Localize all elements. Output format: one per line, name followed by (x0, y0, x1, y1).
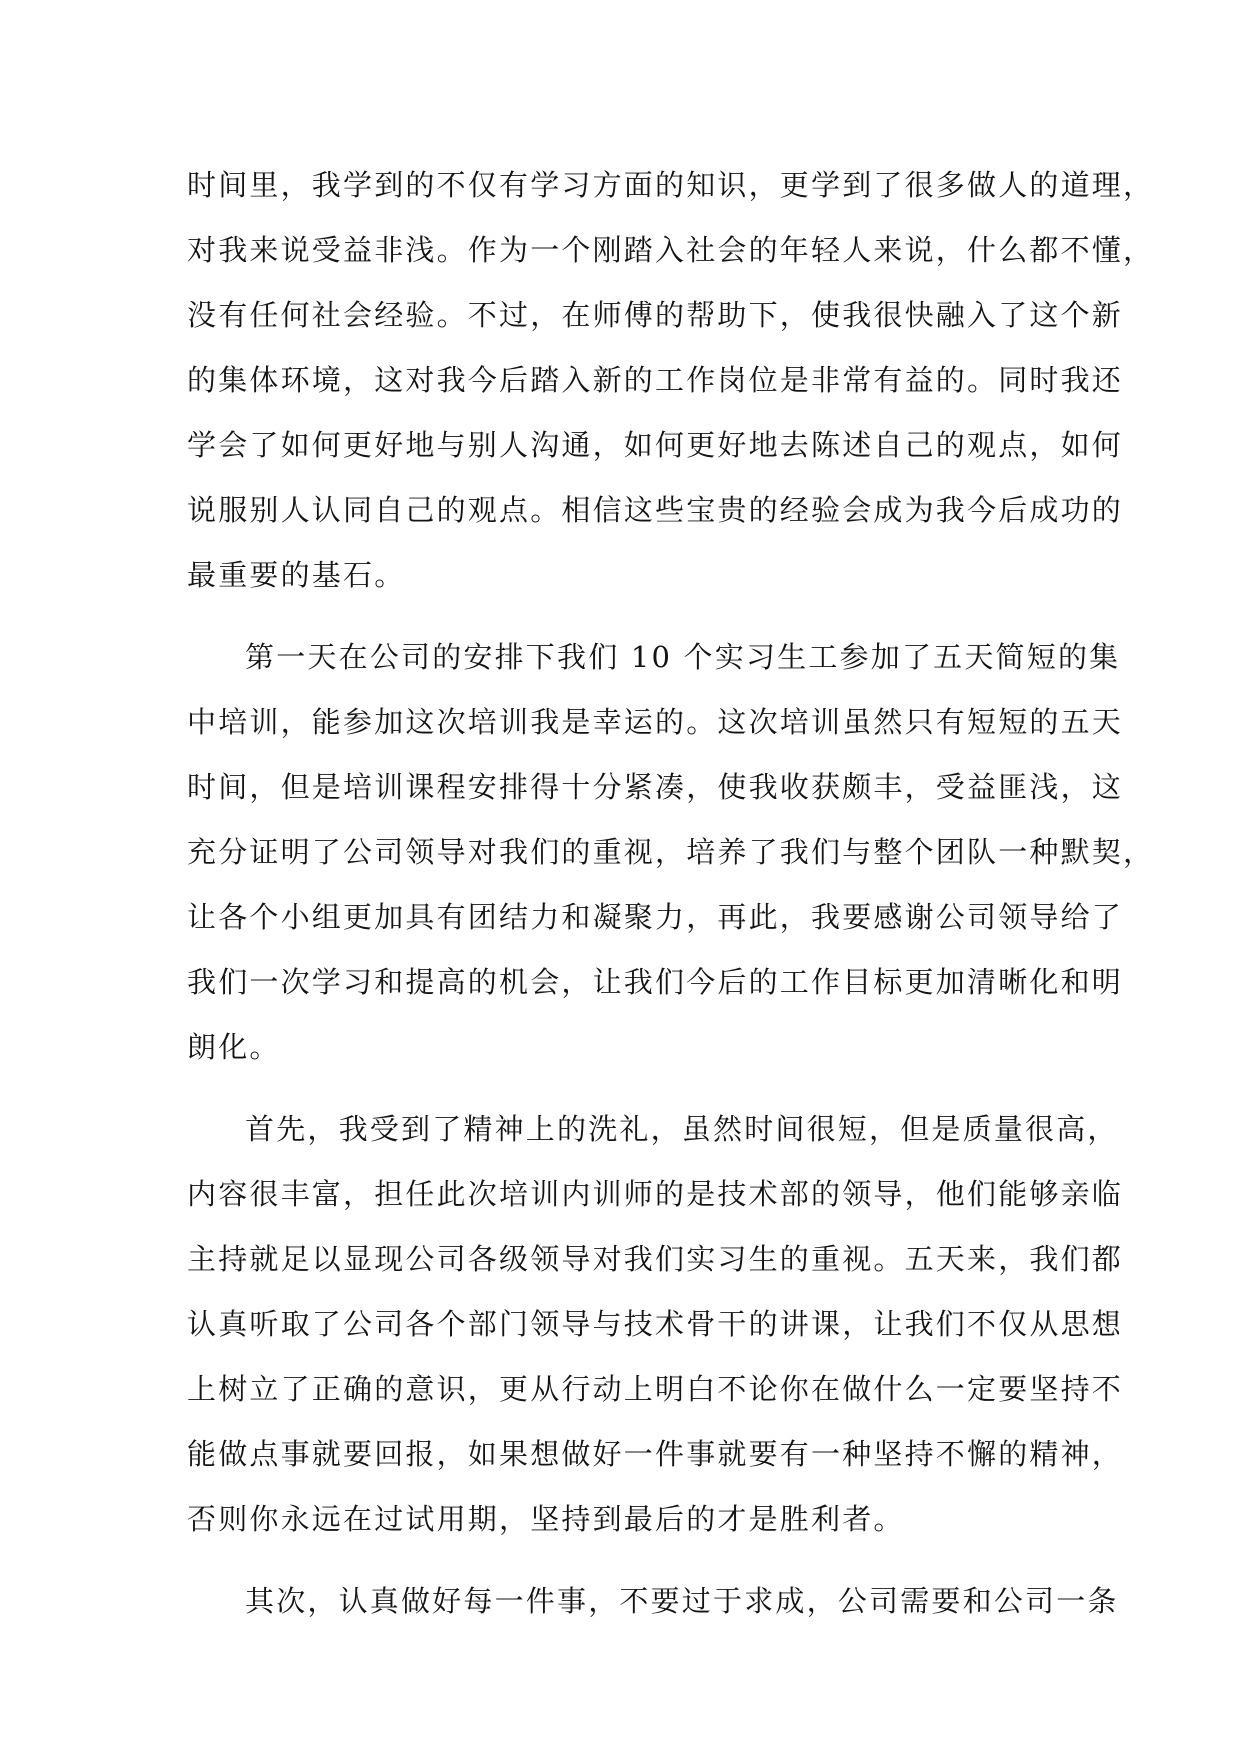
text-line: 让各个小组更加具有团结力和凝聚力，再此，我要感谢公司领导给了 (187, 900, 1124, 934)
text-line: 对我来说受益非浅。作为一个刚踏入社会的年轻人来说，什么都不懂， (187, 233, 1155, 267)
text-line: 内容很丰富，担任此次培训内训师的是技术部的领导，他们能够亲临 (187, 1177, 1124, 1211)
text-line: 我们一次学习和提高的机会，让我们今后的工作目标更加清晰化和明 (187, 965, 1124, 999)
text-line: 其次，认真做好每一件事，不要过于求成，公司需要和公司一条 (245, 1584, 1119, 1618)
paragraph-spacer (187, 1552, 1055, 1569)
text-line: 主持就足以显现公司各级领导对我们实习生的重视。五天来，我们都 (187, 1242, 1124, 1276)
paragraph-4 (187, 1569, 1119, 1634)
text-line: 学会了如何更好地与别人沟通，如何更好地去陈述自己的观点，如何 (187, 428, 1124, 462)
text-line: 能做点事就要回报，如果想做好一件事就要有一种坚持不懈的精神， (187, 1437, 1124, 1471)
paragraph-2 (187, 625, 1155, 1080)
text-line: 最重要的基石。 (187, 558, 406, 592)
paragraph-spacer (187, 608, 1055, 625)
paragraph-3 (187, 1097, 1124, 1552)
text-line: 时间里，我学到的不仅有学习方面的知识，更学到了很多做人的道理， (187, 168, 1155, 202)
text-line: 上树立了正确的意识，更从行动上明白不论你在做什么一定要坚持不 (187, 1372, 1124, 1406)
text-line: 时间，但是培训课程安排得十分紧凑，使我收获颇丰，受益匪浅，这 (187, 770, 1124, 804)
text-line: 首先，我受到了精神上的洗礼，虽然时间很短，但是质量很高， (245, 1112, 1119, 1146)
text-line: 充分证明了公司领导对我们的重视，培养了我们与整个团队一种默契， (187, 835, 1155, 869)
text-line: 否则你永远在过试用期，坚持到最后的才是胜利者。 (187, 1502, 905, 1536)
text-line: 中培训，能参加这次培训我是幸运的。这次培训虽然只有短短的五天 (187, 705, 1124, 739)
text-line: 朗化。 (187, 1030, 281, 1064)
text-line: 说服别人认同自己的观点。相信这些宝贵的经验会成为我今后成功的 (187, 493, 1124, 527)
text-line: 第一天在公司的安排下我们 10 个实习生工参加了五天简短的集 (245, 640, 1121, 674)
text-line: 认真听取了公司各个部门领导与技术骨干的讲课，让我们不仅从思想 (187, 1307, 1124, 1341)
document-body (187, 153, 1155, 1634)
text-line: 没有任何社会经验。不过，在师傅的帮助下，使我很快融入了这个新 (187, 298, 1124, 332)
paragraph-1 (187, 153, 1155, 608)
paragraph-spacer (187, 1080, 1055, 1097)
text-line: 的集体环境，这对我今后踏入新的工作岗位是非常有益的。同时我还 (187, 363, 1124, 397)
